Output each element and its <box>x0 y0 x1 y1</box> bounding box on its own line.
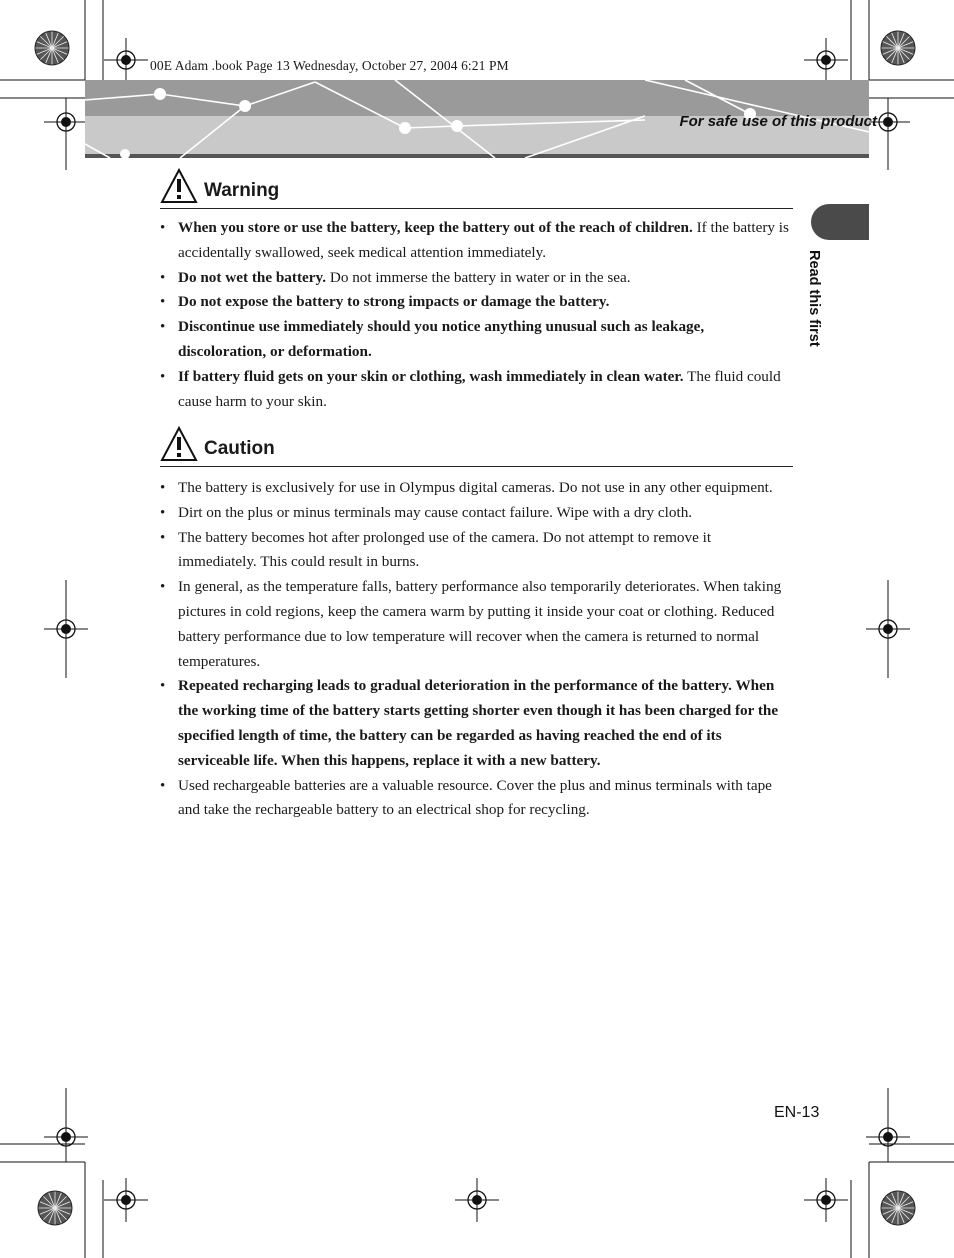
list-item: • When you store or use the battery, keep the battery out of the reach of children. If the battery is accidentally swallowed, seek medical attention immediately. <box>160 216 792 266</box>
list-item: • Discontinue use immediately should you notice anything unusual such as leakage, discoloration, or deformation. <box>160 315 792 365</box>
print-info: 00E Adam .book Page 13 Wednesday, October 27, 2004 6:21 PM <box>150 58 509 73</box>
list-item: • Used rechargeable batteries are a valuable resource. Cover the plus and minus terminals with tape and take the rechargeable battery to an electrical shop for recycling. <box>160 774 792 824</box>
caution-title: Caution <box>204 438 275 459</box>
list-item: • Do not expose the battery to strong impacts or damage the battery. <box>160 290 792 315</box>
list-item: • If battery fluid gets on your skin or clothing, wash immediately in clean water. The fluid could cause harm to your skin. <box>160 365 792 415</box>
list-item: • Dirt on the plus or minus terminals may cause contact failure. Wipe with a dry cloth. <box>160 501 792 526</box>
side-tab-label: Read this first <box>806 250 822 347</box>
warning-list <box>160 216 792 414</box>
warning-triangle-icon <box>160 168 198 204</box>
warning-header <box>160 168 793 209</box>
caution-list <box>160 476 792 823</box>
list-item: • Do not wet the battery. Do not immerse the battery in water or in the sea. <box>160 266 792 291</box>
caution-header <box>160 426 793 467</box>
warning-title: Warning <box>204 180 280 201</box>
page-number: EN-13 <box>774 1104 820 1121</box>
list-item: • Repeated recharging leads to gradual deterioration in the performance of the battery. When the working time of the battery starts getting shorter even though it has been charged for the specified length of time, the battery can be regarded as having reached the end of its serviceable life. When this happens, replace it with a new battery. <box>160 674 792 773</box>
list-item: • The battery becomes hot after prolonged use of the camera. Do not attempt to remove it immediately. This could result in burns. <box>160 526 792 576</box>
side-tab <box>811 204 869 240</box>
caution-triangle-icon <box>160 426 198 462</box>
list-item: • The battery is exclusively for use in Olympus digital cameras. Do not use in any other equipment. <box>160 476 792 501</box>
banner-title: For safe use of this product <box>679 113 877 130</box>
list-item: • In general, as the temperature falls, battery performance also temporarily deteriorates. When taking pictures in cold regions, keep the camera warm by putting it inside your coat or clothing. Reduced battery performance due to low temperature will recover when the camera is returned to normal temperatures. <box>160 575 792 674</box>
